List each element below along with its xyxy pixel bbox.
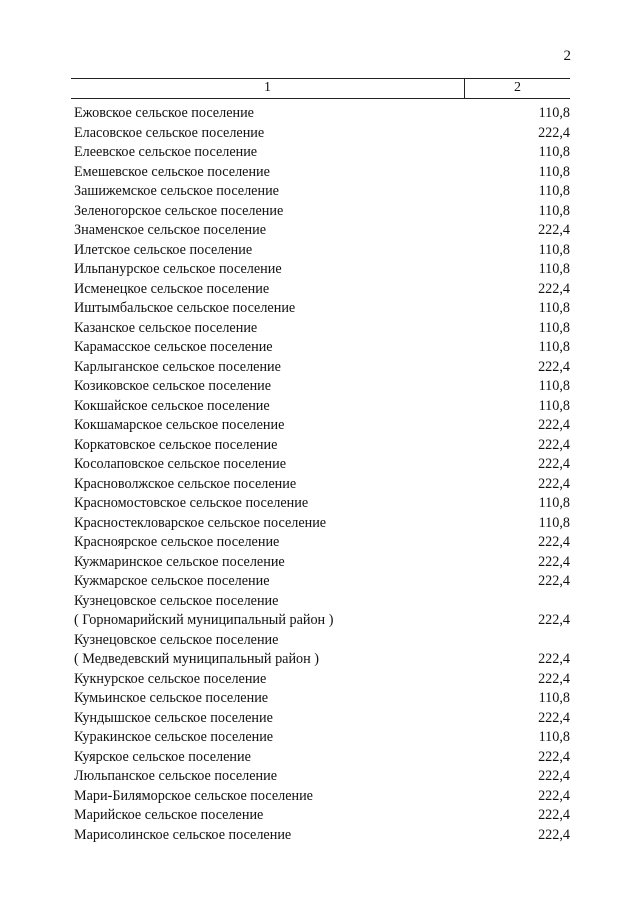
table-row xyxy=(71,806,570,826)
table-row xyxy=(71,163,570,183)
settlement-name xyxy=(71,455,490,475)
settlement-value: 222,4 xyxy=(538,573,570,589)
settlement-name-line: Мари-Биляморское сельское поселение xyxy=(74,787,313,804)
settlement-name xyxy=(71,358,490,378)
settlement-value: 110,8 xyxy=(538,144,570,160)
settlement-value: 222,4 xyxy=(538,222,570,238)
table-row xyxy=(71,631,570,670)
table-row xyxy=(71,494,570,514)
settlement-value: 110,8 xyxy=(538,105,570,121)
table-row xyxy=(71,202,570,222)
settlement-name-line: Красноволжское сельское поселение xyxy=(74,475,297,492)
settlement-name-line: Еласовское сельское поселение xyxy=(74,124,265,141)
settlement-name xyxy=(71,670,490,690)
settlement-name-line: Косолаповское сельское поселение xyxy=(74,456,287,472)
settlement-value: 222,4 xyxy=(538,709,570,726)
table-row xyxy=(71,455,570,475)
settlement-value: 110,8 xyxy=(538,300,570,316)
settlement-name-line: Елеевское сельское поселение xyxy=(74,144,258,160)
settlement-name-line: Ильпанурское сельское поселение xyxy=(74,261,282,277)
settlement-value: 222,4 xyxy=(538,612,570,628)
settlement-name-line: Красноярское сельское поселение xyxy=(74,534,280,550)
settlement-name xyxy=(71,436,490,456)
table-row xyxy=(71,319,570,339)
settlement-name-line: Знаменское сельское поселение xyxy=(74,222,267,238)
table-row xyxy=(71,475,570,495)
settlement-name-line: Зеленогорское сельское поселение xyxy=(74,202,284,219)
table-header xyxy=(71,78,570,99)
table-row xyxy=(71,299,570,319)
settlement-value: 110,8 xyxy=(538,378,570,394)
settlement-value: 222,4 xyxy=(538,534,570,550)
settlement-name-line: Красномостовское сельское поселение xyxy=(74,495,309,511)
settlement-value: 110,8 xyxy=(538,397,570,414)
page-number: 2 xyxy=(563,48,571,64)
settlement-name-line: Куярское сельское поселение xyxy=(74,748,251,765)
settlement-value: 110,8 xyxy=(538,261,570,277)
settlement-name xyxy=(71,494,490,514)
table-row xyxy=(71,397,570,417)
settlement-name xyxy=(71,787,490,807)
settlement-name-line: Зашижемское сельское поселение xyxy=(74,183,279,199)
settlement-value: 110,8 xyxy=(538,495,570,511)
settlement-name-line: Ежовское сельское поселение xyxy=(74,105,254,121)
settlement-name-line: Иштымбальское сельское поселение xyxy=(74,300,296,316)
settlement-name-line: Кукнурское сельское поселение xyxy=(74,670,267,687)
settlement-value: 222,4 xyxy=(538,670,570,687)
settlement-value: 222,4 xyxy=(538,280,570,297)
table-row xyxy=(71,377,570,397)
settlement-name-line: ( Медведевский муниципальный район ) xyxy=(74,651,320,667)
settlement-name xyxy=(71,689,490,709)
settlement-name-line: Кумьинское сельское поселение xyxy=(74,690,269,706)
table-row xyxy=(71,416,570,436)
settlement-name-line: Козиковское сельское поселение xyxy=(74,378,272,394)
settlement-name xyxy=(71,592,490,631)
settlement-value: 222,4 xyxy=(538,826,570,843)
table-row xyxy=(71,436,570,456)
table-row xyxy=(71,826,570,846)
settlement-name-line: Исменецкое сельское поселение xyxy=(74,280,270,297)
settlement-name xyxy=(71,104,490,124)
settlement-name-line: Карамасское сельское поселение xyxy=(74,339,273,355)
table-row xyxy=(71,241,570,261)
settlement-value: 222,4 xyxy=(538,787,570,804)
settlement-value: 110,8 xyxy=(538,319,570,336)
settlement-name-line: Кужмарское сельское поселение xyxy=(74,573,270,589)
settlement-name xyxy=(71,806,490,826)
table-row xyxy=(71,767,570,787)
settlement-value: 110,8 xyxy=(538,339,570,355)
table-row xyxy=(71,787,570,807)
settlement-name xyxy=(71,338,490,358)
table-row xyxy=(71,670,570,690)
table-body xyxy=(71,104,570,845)
settlement-name-line: Емешевское сельское поселение xyxy=(74,163,270,180)
table-row xyxy=(71,592,570,631)
settlement-value: 222,4 xyxy=(538,768,570,784)
table-row xyxy=(71,689,570,709)
settlement-value: 222,4 xyxy=(538,456,570,472)
settlements-table xyxy=(71,78,570,845)
settlement-name-line: Казанское сельское поселение xyxy=(74,319,258,336)
settlement-value: 222,4 xyxy=(538,124,570,141)
settlement-name xyxy=(71,397,490,417)
settlement-value: 222,4 xyxy=(538,358,570,375)
settlement-value: 222,4 xyxy=(538,436,570,453)
settlement-name-line: Карлыганское сельское поселение xyxy=(74,358,281,375)
settlement-name-line: Кужмаринское сельское поселение xyxy=(74,553,285,570)
table-row xyxy=(71,728,570,748)
settlement-value: 222,4 xyxy=(538,417,570,433)
settlement-name xyxy=(71,826,490,846)
settlement-value: 110,8 xyxy=(538,729,570,745)
settlement-name-line: Марийское сельское поселение xyxy=(74,807,264,823)
settlement-name xyxy=(71,241,490,261)
settlement-name xyxy=(71,767,490,787)
settlement-name-line: Люльпанское сельское поселение xyxy=(74,768,278,784)
table-row xyxy=(71,182,570,202)
settlement-value: 110,8 xyxy=(538,514,570,531)
settlement-name xyxy=(71,260,490,280)
table-row xyxy=(71,358,570,378)
table-row xyxy=(71,553,570,573)
settlement-name-line: Илетское сельское поселение xyxy=(74,241,253,258)
settlement-value: 110,8 xyxy=(538,183,570,199)
settlement-name xyxy=(71,553,490,573)
table-row xyxy=(71,709,570,729)
table-row xyxy=(71,533,570,553)
settlement-name xyxy=(71,514,490,534)
settlement-name xyxy=(71,163,490,183)
table-row xyxy=(71,338,570,358)
table-row xyxy=(71,260,570,280)
settlement-value: 110,8 xyxy=(538,690,570,706)
settlement-name-line: Кузнецовское сельское поселение xyxy=(74,631,279,648)
settlement-name-line: Коркатовское сельское поселение xyxy=(74,436,278,453)
header-column-1: 1 xyxy=(71,79,465,98)
settlement-name-line: Марисолинское сельское поселение xyxy=(74,826,292,843)
settlement-name-line: Кундышское сельское поселение xyxy=(74,709,273,726)
table-row xyxy=(71,280,570,300)
settlement-name-line: Кокшайское сельское поселение xyxy=(74,397,270,414)
settlement-name xyxy=(71,728,490,748)
settlement-name xyxy=(71,299,490,319)
settlement-name-line: Кокшамарское сельское поселение xyxy=(74,417,285,433)
settlement-name xyxy=(71,280,490,300)
settlement-name xyxy=(71,475,490,495)
table-row xyxy=(71,124,570,144)
settlement-name xyxy=(71,143,490,163)
table-row xyxy=(71,143,570,163)
settlement-value: 110,8 xyxy=(538,202,570,219)
settlement-value: 222,4 xyxy=(538,807,570,823)
settlement-name xyxy=(71,202,490,222)
settlement-name xyxy=(71,533,490,553)
settlement-name xyxy=(71,182,490,202)
settlement-name xyxy=(71,221,490,241)
table-row xyxy=(71,514,570,534)
table-row xyxy=(71,748,570,768)
settlement-name xyxy=(71,124,490,144)
settlement-name xyxy=(71,319,490,339)
settlement-name xyxy=(71,377,490,397)
settlement-name xyxy=(71,572,490,592)
header-column-2: 2 xyxy=(514,80,521,95)
settlement-name-line: Красностекловарское сельское поселение xyxy=(74,514,327,531)
settlement-name-line: ( Горномарийский муниципальный район ) xyxy=(74,612,334,628)
settlement-value: 222,4 xyxy=(538,553,570,570)
settlement-value: 222,4 xyxy=(538,748,570,765)
settlement-value: 110,8 xyxy=(538,241,570,258)
table-row xyxy=(71,572,570,592)
settlement-name-line: Кузнецовское сельское поселение xyxy=(74,592,279,609)
settlement-name xyxy=(71,748,490,768)
table-row xyxy=(71,221,570,241)
settlement-name xyxy=(71,709,490,729)
settlement-name-line: Куракинское сельское поселение xyxy=(74,729,274,745)
settlement-name xyxy=(71,416,490,436)
settlement-value: 110,8 xyxy=(538,163,570,180)
settlement-value: 222,4 xyxy=(538,475,570,492)
table-row xyxy=(71,104,570,124)
settlement-value: 222,4 xyxy=(538,651,570,667)
settlement-name xyxy=(71,631,490,670)
